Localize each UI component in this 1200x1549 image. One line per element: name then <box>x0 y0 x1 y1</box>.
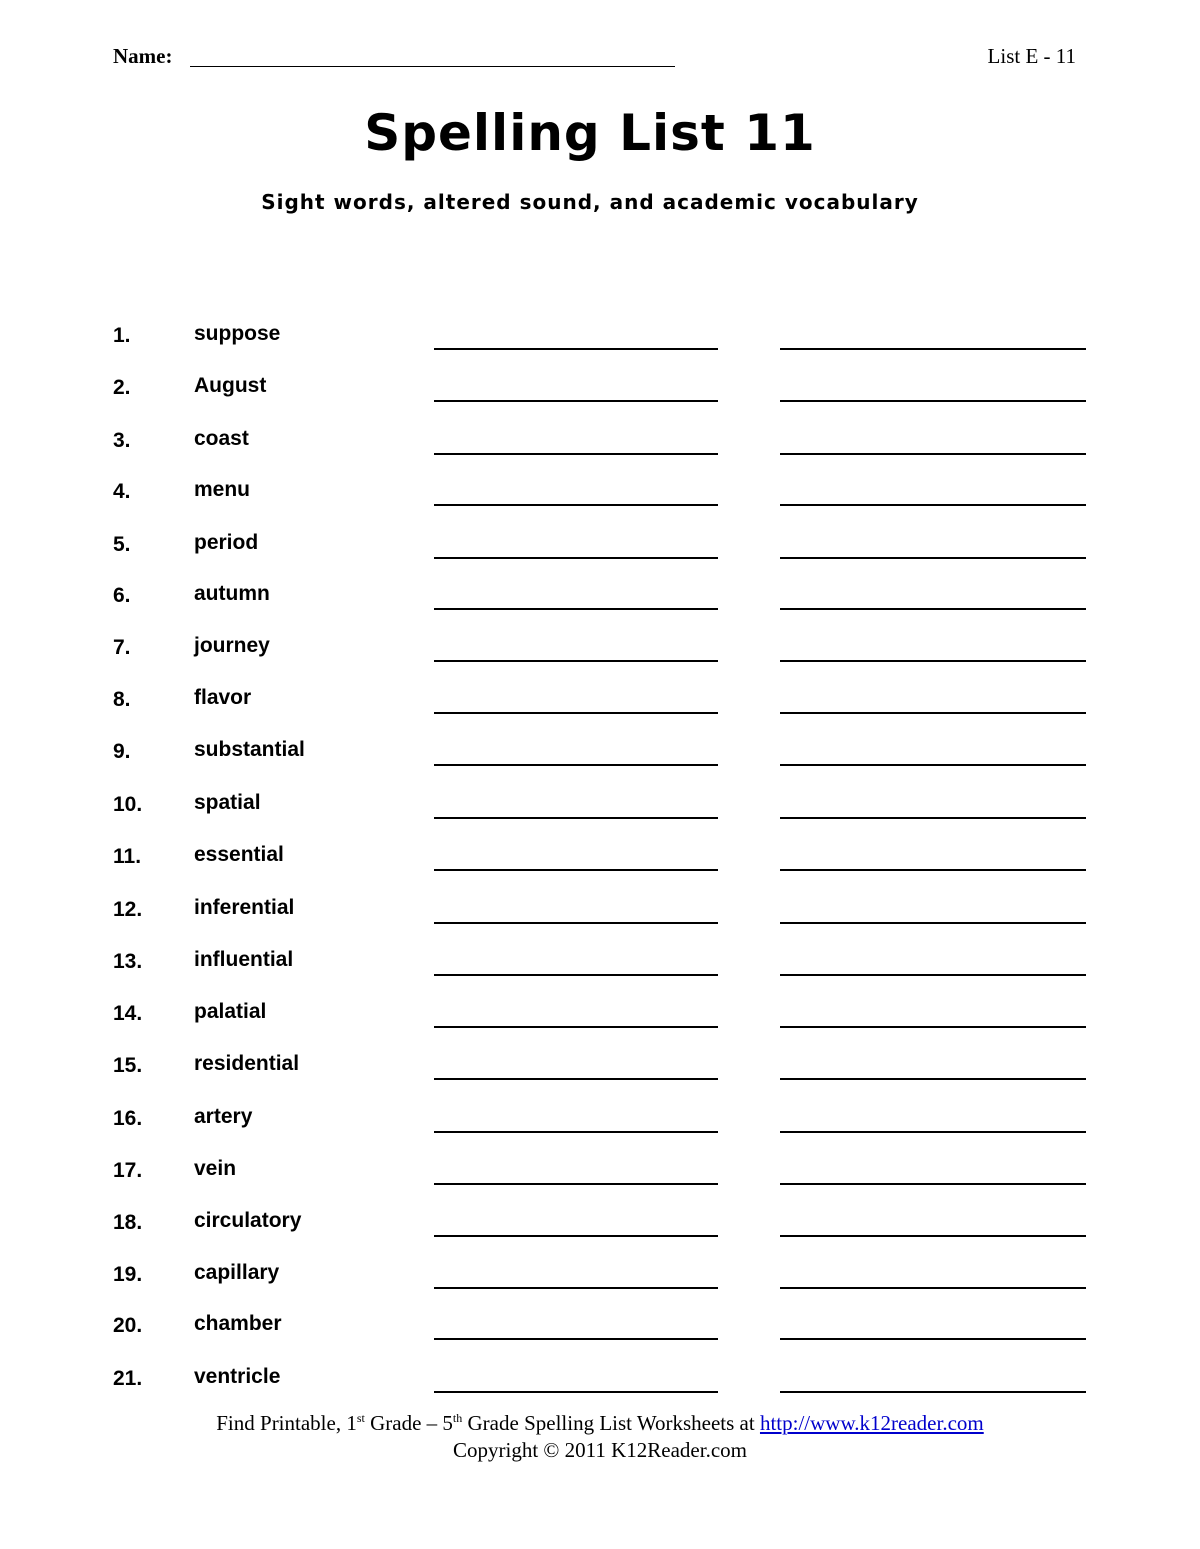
writing-blank-2 <box>780 1391 1086 1393</box>
writing-blank-2 <box>780 1287 1086 1289</box>
list-item <box>0 310 1200 362</box>
list-item <box>0 1093 1200 1145</box>
writing-blank-1 <box>434 1287 718 1289</box>
list-item <box>0 362 1200 414</box>
spelling-word: ventricle <box>194 1365 281 1388</box>
writing-blank-2 <box>780 1078 1086 1080</box>
name-blank <box>190 66 675 67</box>
list-item <box>0 1353 1200 1405</box>
spelling-word: vein <box>194 1157 237 1180</box>
item-number: 4. <box>113 480 131 503</box>
list-item <box>0 1249 1200 1301</box>
item-number: 8. <box>113 688 131 711</box>
item-number: 9. <box>113 740 131 763</box>
footer-line <box>0 1410 1200 1437</box>
writing-blank-1 <box>434 869 718 871</box>
item-number: 17. <box>113 1159 143 1182</box>
writing-blank-2 <box>780 348 1086 350</box>
spelling-word: influential <box>194 948 294 971</box>
writing-blank-1 <box>434 348 718 350</box>
writing-blank-1 <box>434 504 718 506</box>
list-item <box>0 726 1200 778</box>
writing-blank-1 <box>434 1391 718 1393</box>
writing-blank-1 <box>434 1183 718 1185</box>
writing-blank-1 <box>434 974 718 976</box>
writing-blank-1 <box>434 1078 718 1080</box>
writing-blank-1 <box>434 764 718 766</box>
writing-blank-2 <box>780 400 1086 402</box>
spelling-word: substantial <box>194 738 305 761</box>
writing-blank-1 <box>434 608 718 610</box>
list-item <box>0 884 1200 936</box>
writing-blank-2 <box>780 608 1086 610</box>
writing-blank-1 <box>434 712 718 714</box>
footer-text-a: Find Printable, 1 <box>216 1411 357 1435</box>
item-number: 20. <box>113 1314 143 1337</box>
writing-blank-1 <box>434 1338 718 1340</box>
list-item <box>0 1040 1200 1092</box>
spelling-word: spatial <box>194 791 261 814</box>
list-item <box>0 988 1200 1040</box>
item-number: 11. <box>113 845 142 868</box>
writing-blank-1 <box>434 1026 718 1028</box>
item-number: 18. <box>113 1211 143 1234</box>
item-number: 14. <box>113 1002 143 1025</box>
spelling-word: menu <box>194 478 251 501</box>
footer <box>0 1410 1200 1464</box>
spelling-word: inferential <box>194 896 295 919</box>
item-number: 3. <box>113 429 131 452</box>
list-item <box>0 936 1200 988</box>
list-item <box>0 466 1200 518</box>
footer-sup-b: th <box>452 1411 463 1425</box>
writing-blank-1 <box>434 817 718 819</box>
spelling-word: autumn <box>194 582 270 605</box>
spelling-word: August <box>194 374 267 397</box>
name-label: Name: <box>113 44 173 68</box>
list-item <box>0 415 1200 467</box>
item-number: 7. <box>113 636 131 659</box>
writing-blank-2 <box>780 660 1086 662</box>
item-number: 10. <box>113 793 143 816</box>
writing-blank-2 <box>780 974 1086 976</box>
item-number: 16. <box>113 1107 143 1130</box>
writing-blank-1 <box>434 557 718 559</box>
writing-blank-1 <box>434 660 718 662</box>
writing-blank-1 <box>434 453 718 455</box>
spelling-word: palatial <box>194 1000 267 1023</box>
writing-blank-2 <box>780 712 1086 714</box>
item-number: 13. <box>113 950 143 973</box>
spelling-word: capillary <box>194 1261 280 1284</box>
writing-blank-1 <box>434 1235 718 1237</box>
spelling-word: circulatory <box>194 1209 302 1232</box>
spelling-word: suppose <box>194 322 281 345</box>
writing-blank-1 <box>434 400 718 402</box>
copyright: Copyright © 2011 K12Reader.com <box>453 1438 747 1462</box>
spelling-word: chamber <box>194 1312 282 1335</box>
footer-text-b: Grade – 5 <box>364 1411 453 1435</box>
list-item <box>0 570 1200 622</box>
footer-sup-a: st <box>356 1411 365 1425</box>
page-subtitle: Sight words, altered sound, and academic vocabulary <box>261 190 919 214</box>
item-number: 15. <box>113 1054 143 1077</box>
writing-blank-2 <box>780 1026 1086 1028</box>
writing-blank-2 <box>780 1338 1086 1340</box>
writing-blank-2 <box>780 869 1086 871</box>
writing-blank-1 <box>434 1131 718 1133</box>
spelling-word: artery <box>194 1105 253 1128</box>
list-item <box>0 622 1200 674</box>
writing-blank-2 <box>780 1235 1086 1237</box>
writing-blank-2 <box>780 817 1086 819</box>
writing-blank-2 <box>780 453 1086 455</box>
item-number: 6. <box>113 584 131 607</box>
writing-blank-2 <box>780 922 1086 924</box>
spelling-word: essential <box>194 843 284 866</box>
spelling-word: coast <box>194 427 249 450</box>
page-title: Spelling List 11 <box>364 104 816 162</box>
writing-blank-2 <box>780 1131 1086 1133</box>
list-item <box>0 1300 1200 1352</box>
spelling-word: journey <box>194 634 270 657</box>
writing-blank-1 <box>434 922 718 924</box>
writing-blank-2 <box>780 504 1086 506</box>
footer-text-c: Grade Spelling List Worksheets at <box>462 1411 760 1435</box>
writing-blank-2 <box>780 557 1086 559</box>
list-item <box>0 831 1200 883</box>
writing-blank-2 <box>780 1183 1086 1185</box>
spelling-word: flavor <box>194 686 252 709</box>
item-number: 21. <box>113 1367 143 1390</box>
spelling-word: residential <box>194 1052 300 1075</box>
footer-link[interactable]: http://www.k12reader.com <box>759 1411 984 1435</box>
item-number: 19. <box>113 1263 143 1286</box>
list-item <box>0 779 1200 831</box>
list-item <box>0 674 1200 726</box>
spelling-word: period <box>194 531 259 554</box>
list-id: List E - 11 <box>987 44 1076 68</box>
list-item <box>0 519 1200 571</box>
list-item <box>0 1145 1200 1197</box>
item-number: 1. <box>113 324 131 347</box>
item-number: 12. <box>113 898 143 921</box>
item-number: 2. <box>113 376 131 399</box>
item-number: 5. <box>113 533 131 556</box>
writing-blank-2 <box>780 764 1086 766</box>
list-item <box>0 1197 1200 1249</box>
